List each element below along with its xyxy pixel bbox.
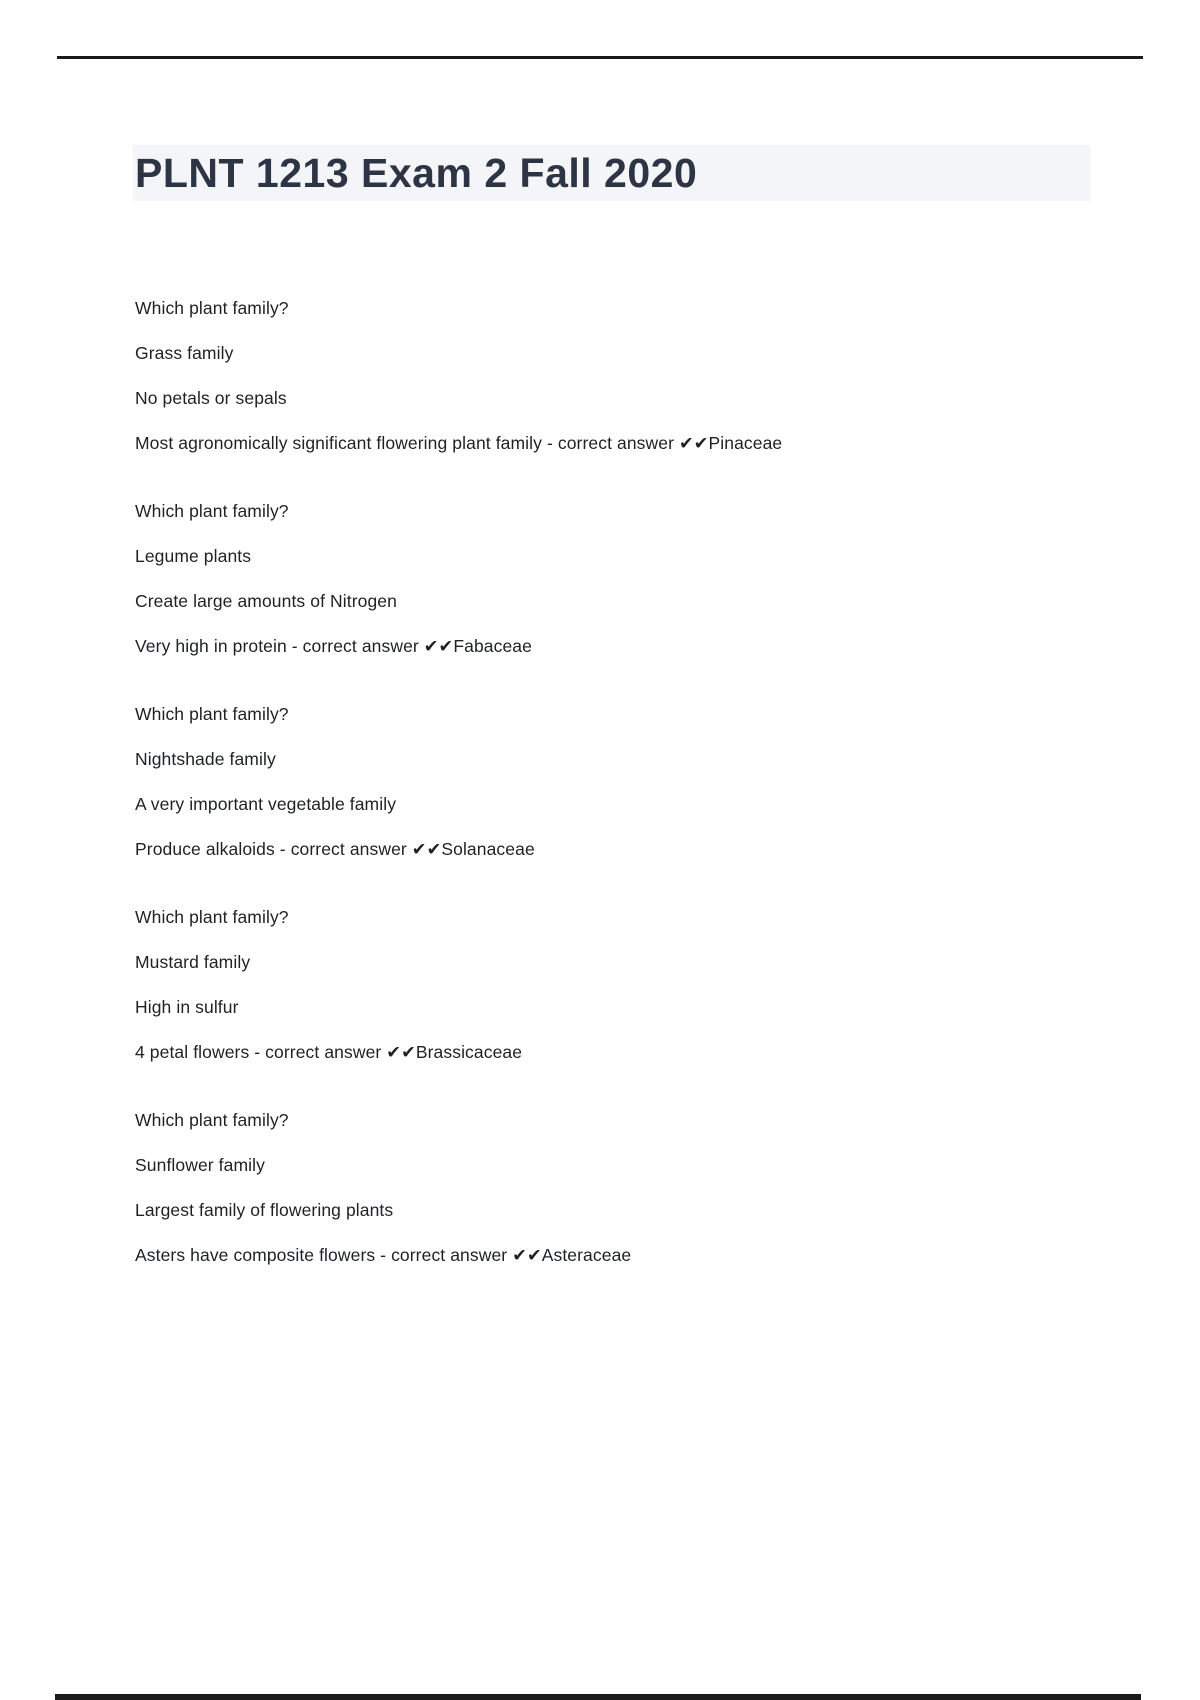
question-block: [135, 1109, 1095, 1266]
question-prompt: Which plant family?: [135, 704, 289, 724]
top-rule: [57, 56, 1143, 59]
question-block: [135, 500, 1095, 657]
question-clue: High in sulfur: [135, 997, 239, 1017]
question-answer: 4 petal flowers - correct answer ✔✔Brassicaceae: [135, 1042, 523, 1062]
question-answer: Most agronomically significant flowering plant family - correct answer ✔✔Pinaceae: [135, 433, 783, 453]
question-answer: Very high in protein - correct answer ✔✔Fabaceae: [135, 636, 532, 656]
question-clue: Create large amounts of Nitrogen: [135, 591, 397, 611]
question-clue: No petals or sepals: [135, 388, 287, 408]
question-clue: Legume plants: [135, 546, 252, 566]
question-clue: A very important vegetable family: [135, 794, 397, 814]
page-title: PLNT 1213 Exam 2 Fall 2020: [133, 145, 1090, 201]
question-clue: Grass family: [135, 343, 234, 363]
question-prompt: Which plant family?: [135, 501, 289, 521]
bottom-rule: [55, 1694, 1141, 1700]
question-clue: Largest family of flowering plants: [135, 1200, 394, 1220]
question-answer: Asters have composite flowers - correct answer ✔✔Asteraceae: [135, 1245, 632, 1265]
question-block: [135, 297, 1095, 454]
question-prompt: Which plant family?: [135, 1110, 289, 1130]
question-prompt: Which plant family?: [135, 907, 289, 927]
question-block: [135, 703, 1095, 860]
question-answer: Produce alkaloids - correct answer ✔✔Solanaceae: [135, 839, 535, 859]
question-block: [135, 906, 1095, 1063]
question-list: [135, 297, 1095, 1312]
question-clue: Mustard family: [135, 952, 251, 972]
question-clue: Nightshade family: [135, 749, 276, 769]
question-clue: Sunflower family: [135, 1155, 265, 1175]
question-prompt: Which plant family?: [135, 298, 289, 318]
